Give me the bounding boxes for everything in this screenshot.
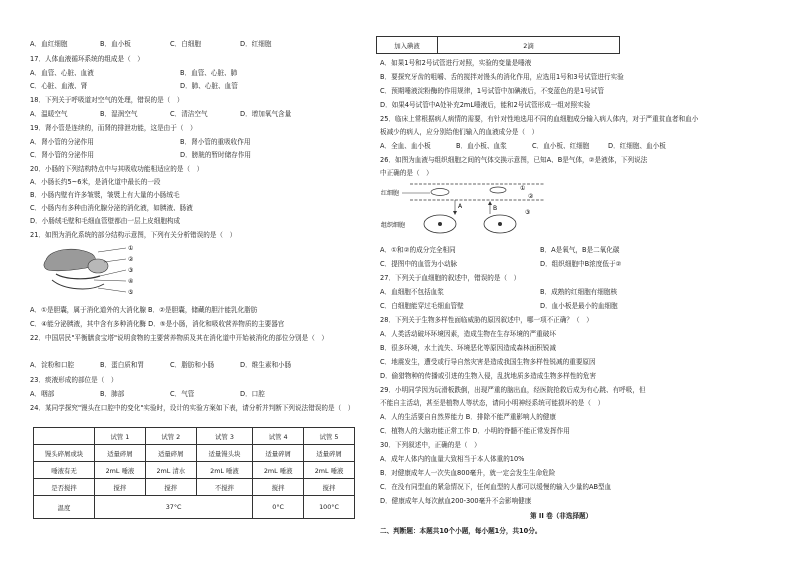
- table-cell: 搅拌: [304, 479, 355, 496]
- table-cell: 搅拌: [95, 479, 146, 496]
- option: A．全血、血小板: [380, 142, 431, 150]
- table-cell: 适量碎屑: [95, 445, 146, 462]
- q24-option-d: D．如果4号试管中A处补充2mL唾液后，能和2号试管形成一组对照实验: [380, 101, 591, 109]
- rbc-label: 红细胞: [381, 190, 400, 197]
- fig-mark: ②: [528, 193, 534, 200]
- option: D．红细胞: [240, 40, 272, 48]
- option: C．白细胞: [170, 40, 201, 48]
- fig-mark: A: [458, 203, 463, 210]
- section-instructions: 二、判断题：本题共10个小题，每小题1分，共10分。: [380, 527, 542, 535]
- option: C．血小板、红细胞: [532, 142, 590, 150]
- option: B．A是氧气，B是二氧化碳: [540, 246, 620, 254]
- option: C．心脏、血液、肾: [30, 82, 88, 90]
- liver-shape: [44, 249, 95, 271]
- q28-stem: 28．下列关于生物多样性面临威胁的原因叙述中，哪一项不正确？（ ）: [380, 316, 593, 324]
- option: A．咽部: [30, 390, 55, 398]
- fig-mark: ③: [525, 209, 531, 216]
- leader-line: [94, 280, 126, 281]
- table-cell: 2mL 清水: [145, 462, 196, 479]
- q19-stem: 19．肾小管是连续的，而肾的排泄功能，这是由于（ ）: [30, 124, 197, 132]
- q16-options: [30, 40, 310, 48]
- q20-option-c: C．小肠内有多种由消化腺分泌的消化液，如胰液、肠液: [30, 204, 193, 212]
- arrow-head: [453, 211, 457, 215]
- q23-stem: 23．痰液形成的部位是（ ）: [30, 376, 118, 384]
- tissue-label: 组织细胞: [381, 222, 406, 229]
- q21-options-ab: A．①是胆囊，属于消化道外的大消化腺 B．②是胆囊，储藏的胆汁能乳化脂肪: [30, 306, 258, 314]
- digestive-system-figure: [38, 240, 148, 298]
- q21-stem: 21．如图为消化系统的部分结构示意图，下列有关分析错误的是（ ）: [30, 231, 237, 239]
- q30-option-d: D．健康成年人每次献血200-300毫升不会影响健康: [380, 497, 532, 505]
- table-cell: 温度: [34, 496, 95, 519]
- q30-option-c: C．在没有同型血的紧急情况下，任何血型的人都可以缓慢的输入少量的AB型血: [380, 483, 612, 491]
- q29-stem-cont: 不能自主活动，甚至是植物人等状态，请问小明神经系统可能损坏的是（ ）: [380, 399, 605, 407]
- option: C．白细胞能穿过毛细血管壁: [380, 302, 464, 310]
- q19-options-cd: [30, 151, 330, 159]
- q27-stem: 27．下列关于血细胞的叙述中，错误的是（ ）: [380, 274, 521, 282]
- option: D．膀胱的暂时储存作用: [180, 151, 252, 159]
- table-cell: 试管 1: [95, 428, 146, 445]
- q26-options-ab: [380, 246, 700, 254]
- option: D．肺、心脏、血管: [180, 82, 238, 90]
- table-cell: 搅拌: [253, 479, 304, 496]
- table-cell: 0°C: [253, 496, 304, 519]
- red-blood-cell: [431, 189, 449, 196]
- table-cell: 馒头碎屑或块: [34, 445, 95, 462]
- q20-option-a: A．小肠长约5~6米，是消化道中最长的一段: [30, 178, 161, 186]
- q26-options-cd: [380, 260, 700, 268]
- option: C．提图中的血管为小动脉: [380, 260, 458, 268]
- q28-option-d: D．偷猎物种的传播或引进的生物入侵，乱扰地质多造成生物多样性的危害: [380, 372, 597, 380]
- table-cell: 试管 5: [304, 428, 355, 445]
- fig-label: ①: [128, 245, 134, 252]
- q21-options-cd: C．④能分泌胰液，其中含有多种消化酶 D．⑤是小肠，消化和吸收营养物质的主要器官: [30, 320, 285, 328]
- q29-options-cd: C．植物人的大脑功能正常工作 D．小明的脊髓不能正常发挥作用: [380, 427, 570, 435]
- q24-option-c: C．预期唾液淀粉酶的作用规律，1号试管中加碘液后，不变蓝色的是1号试管: [380, 87, 604, 95]
- q20-option-d: D．小肠绒毛壁和毛细血管壁都由一层上皮细胞构成: [30, 217, 181, 225]
- q29-options-ab: A．人的生活要自自然界能力 B．排除不能严重影响人的健康: [380, 413, 556, 421]
- pancreas-shape: [56, 274, 100, 279]
- table-cell: 适量碎屑: [304, 445, 355, 462]
- table-cell: 试管 2: [145, 428, 196, 445]
- option: B．血小板: [100, 40, 131, 48]
- table-cell: 2mL 唾液: [95, 462, 146, 479]
- q22-stem: 22．中国居民"平衡膳食宝塔"说明食物的主要营养物质及其在消化道中开始被消化的部位分别是（ ）: [30, 334, 328, 342]
- option: B．血小板、血浆: [456, 142, 507, 150]
- table-header-row: [34, 428, 355, 445]
- q22-options: [30, 361, 310, 369]
- q24-option-b: B．要探究牙齿的咀嚼、舌的搅拌对馒头的消化作用，应选用1号和3号试管进行实验: [380, 73, 624, 81]
- q30-option-a: A．成年人体内的血量大致相当于本人体重的10%: [380, 455, 525, 463]
- iodine-table: [376, 36, 620, 54]
- table-cell: 搅拌: [145, 479, 196, 496]
- fig-label: ④: [128, 278, 134, 285]
- table-row: [34, 462, 355, 479]
- leader-line: [98, 248, 126, 252]
- leader-line: [98, 288, 126, 292]
- fig-mark: B: [493, 205, 498, 212]
- option: C．清洁空气: [170, 110, 208, 118]
- nucleus: [498, 222, 502, 226]
- fig-label: ②: [128, 256, 134, 263]
- table-cell: 100°C: [304, 496, 355, 519]
- option: A．血红细胞: [30, 40, 68, 48]
- q28-option-a: A．人类活动破坏环境因素，造成生物在生存环境的严重破坏: [380, 330, 556, 338]
- q17-options-ab: [30, 69, 330, 77]
- option: A．温暖空气: [30, 110, 68, 118]
- q19-options-ab: [30, 138, 330, 146]
- q25-stem-cont: 板减少的病人，应分别给他们输入的血液成分是（ ）: [380, 128, 539, 136]
- stomach-shape: [88, 259, 108, 273]
- table-cell: 2滴: [438, 37, 620, 54]
- section-title: 第 II 卷（非选择题）: [530, 512, 593, 520]
- table-cell: 试管 3: [196, 428, 253, 445]
- option: D．增加氧气含量: [240, 110, 292, 118]
- table-row: [34, 496, 355, 519]
- q28-option-b: B．很多环境，水土流失、环境恶化等原因造成森林面积锐减: [380, 344, 556, 352]
- option: B．湿润空气: [100, 110, 138, 118]
- q27-options-cd: [380, 302, 700, 310]
- option: B．肺部: [100, 390, 125, 398]
- q30-option-b: B．对健康成年人一次失血800毫升，就一定会发生生命危险: [380, 469, 556, 477]
- option: C．肾小管的分泌作用: [30, 151, 94, 159]
- table-cell: [34, 428, 95, 445]
- table-cell: 适量馒头块: [196, 445, 253, 462]
- q20-option-b: B．小肠内壁有许多皱襞，皱襞上有大量的小肠绒毛: [30, 191, 180, 199]
- option: B．成熟的红细胞有细胞核: [540, 288, 618, 296]
- table-cell: 2mL 唾液: [253, 462, 304, 479]
- q27-options-ab: [380, 288, 700, 296]
- table-cell: 适量碎屑: [145, 445, 196, 462]
- fig-label: ⑤: [128, 289, 134, 296]
- q24-option-a: A．如果1号和2号试管进行对照，实验的变量是唾液: [380, 59, 532, 67]
- option: B．血管、心脏、肺: [180, 69, 238, 77]
- table-cell: 2mL 唾液: [196, 462, 253, 479]
- red-blood-cell: [490, 187, 506, 193]
- table-row: [34, 479, 355, 496]
- intestine-shape: [52, 280, 104, 289]
- leader-line: [104, 259, 126, 262]
- table-cell: 是否搅拌: [34, 479, 95, 496]
- option: D．维生素和小肠: [240, 361, 292, 369]
- option: B．蛋白质和胃: [100, 361, 145, 369]
- q17-options-cd: [30, 82, 330, 90]
- q26-stem: 26．如图为血液与组织细胞之间的气体交换示意图，已知A、B是气体，②是液体，下列说法: [380, 156, 648, 164]
- option: A．血管、心脏、血液: [30, 69, 94, 77]
- option: D．组织细胞中B浓度低于②: [540, 260, 622, 268]
- table-cell: 唾液有无: [34, 462, 95, 479]
- q23-options: [30, 390, 310, 398]
- q20-stem: 20．小肠的下列结构特点中与其吸收功能相适应的是（ ）: [30, 165, 204, 173]
- option: C．气管: [170, 390, 195, 398]
- experiment-table: [33, 427, 355, 519]
- q17-stem: 17．人体血液循环系统的组成是（ ）: [30, 55, 144, 63]
- table-row: [377, 37, 620, 54]
- fig-label: ③: [128, 267, 134, 274]
- option: A．①和②的成分完全相同: [380, 246, 456, 254]
- option: B．肾小管的重吸收作用: [180, 138, 251, 146]
- q29-stem: 29．小明同学因为玩滑板跌倒，出现严重的脑出血，经医院抢救后成为有心跳、有呼吸，但: [380, 386, 646, 394]
- table-row: [34, 445, 355, 462]
- option: C．脂肪和小肠: [170, 361, 215, 369]
- table-cell: 适量碎屑: [253, 445, 304, 462]
- table-cell: 不搅拌: [196, 479, 253, 496]
- option: D．口腔: [240, 390, 265, 398]
- q18-options: [30, 110, 310, 118]
- option: A．血细胞不包括血浆: [380, 288, 444, 296]
- table-cell: 37°C: [95, 496, 253, 519]
- option: D．红细胞、血小板: [608, 142, 666, 150]
- option: D．血小板是最小的血细胞: [540, 302, 618, 310]
- table-cell: 试管 4: [253, 428, 304, 445]
- nucleus: [438, 222, 442, 226]
- option: A．淀粉和口腔: [30, 361, 75, 369]
- q18-stem: 18．下列关于呼吸道对空气的处理，错误的是（ ）: [30, 96, 184, 104]
- table-cell: 2mL 唾液: [304, 462, 355, 479]
- q30-stem: 30．下列叙述中，正确的是（ ）: [380, 441, 481, 449]
- option: A．肾小管的分泌作用: [30, 138, 94, 146]
- q28-option-c: C．地震发生，遭受或行导自然灾害是造成我国生物多样性锐减的重要原因: [380, 358, 596, 366]
- q25-stem: 25．临床上常根据病人病情的需要，有针对性地选用不同的血细胞成分输入病人体内，对于严重贫血者和血小: [380, 115, 699, 123]
- q25-options: [380, 142, 684, 150]
- q26-stem-cont: 中正确的是（ ）: [380, 169, 433, 177]
- fig-mark: ①: [520, 185, 526, 192]
- gas-exchange-figure: [380, 178, 550, 240]
- q24-stem: 24．某同学探究"馒头在口腔中的变化"实验时，设计的实验方案如下表，请分析并判断下列说法错误的是（ ）: [30, 404, 355, 412]
- table-cell: 加入碘液: [377, 37, 438, 54]
- arrow-head: [488, 201, 492, 205]
